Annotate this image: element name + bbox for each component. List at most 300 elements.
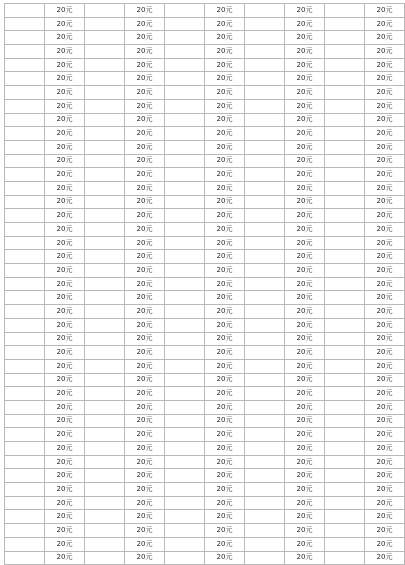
name-cell [5,524,45,538]
amount-cell: 20元 [45,195,85,209]
name-cell [5,442,45,456]
amount-cell: 20元 [365,291,405,305]
amount-cell: 20元 [285,86,325,100]
table-body [5,4,405,565]
name-cell [165,72,205,86]
name-cell [325,223,365,237]
name-cell [325,483,365,497]
table-row [5,400,405,414]
amount-cell: 20元 [125,31,165,45]
amount-cell: 20元 [205,400,245,414]
name-cell [5,318,45,332]
name-cell [165,469,205,483]
name-cell [245,277,285,291]
name-cell [5,264,45,278]
amount-cell: 20元 [45,58,85,72]
name-cell [165,414,205,428]
name-cell [245,537,285,551]
name-cell [85,168,125,182]
name-cell [245,524,285,538]
amount-cell: 20元 [365,414,405,428]
amount-cell: 20元 [365,524,405,538]
amount-cell: 20元 [285,524,325,538]
amount-cell: 20元 [285,236,325,250]
amount-cell: 20元 [45,332,85,346]
name-cell [5,45,45,59]
name-cell [85,428,125,442]
name-cell [5,140,45,154]
amount-cell: 20元 [365,45,405,59]
amount-cell: 20元 [285,45,325,59]
name-cell [85,359,125,373]
amount-cell: 20元 [45,469,85,483]
name-cell [245,291,285,305]
name-cell [325,250,365,264]
amount-cell: 20元 [205,551,245,565]
amount-cell: 20元 [125,58,165,72]
table-row [5,181,405,195]
name-cell [85,17,125,31]
name-cell [325,524,365,538]
amount-cell: 20元 [125,428,165,442]
table-row [5,86,405,100]
name-cell [325,496,365,510]
name-cell [245,373,285,387]
name-cell [85,264,125,278]
table-row [5,195,405,209]
name-cell [165,277,205,291]
amount-cell: 20元 [365,140,405,154]
name-cell [325,428,365,442]
amount-cell: 20元 [285,483,325,497]
name-cell [165,45,205,59]
name-cell [325,332,365,346]
table-row [5,4,405,18]
amount-cell: 20元 [285,154,325,168]
table-row [5,373,405,387]
name-cell [325,387,365,401]
name-amount-table [4,3,405,565]
name-cell [85,209,125,223]
amount-cell: 20元 [285,332,325,346]
name-cell [5,99,45,113]
amount-cell: 20元 [285,17,325,31]
amount-cell: 20元 [285,291,325,305]
amount-cell: 20元 [125,373,165,387]
name-cell [245,387,285,401]
name-cell [165,113,205,127]
amount-cell: 20元 [125,99,165,113]
name-cell [85,510,125,524]
table-row [5,58,405,72]
table-row [5,154,405,168]
amount-cell: 20元 [205,318,245,332]
name-cell [245,414,285,428]
name-cell [165,154,205,168]
amount-cell: 20元 [285,442,325,456]
amount-cell: 20元 [205,469,245,483]
amount-cell: 20元 [45,455,85,469]
amount-cell: 20元 [205,291,245,305]
name-cell [85,387,125,401]
amount-cell: 20元 [365,209,405,223]
amount-cell: 20元 [45,113,85,127]
name-cell [245,99,285,113]
name-cell [85,4,125,18]
amount-cell: 20元 [285,414,325,428]
name-cell [165,551,205,565]
amount-cell: 20元 [205,154,245,168]
name-cell [85,72,125,86]
name-cell [325,4,365,18]
amount-cell: 20元 [285,209,325,223]
amount-cell: 20元 [125,4,165,18]
amount-cell: 20元 [125,332,165,346]
table-row [5,305,405,319]
name-cell [245,223,285,237]
amount-cell: 20元 [125,223,165,237]
name-cell [245,496,285,510]
amount-cell: 20元 [205,537,245,551]
name-cell [325,318,365,332]
name-cell [165,4,205,18]
amount-cell: 20元 [205,181,245,195]
amount-cell: 20元 [125,195,165,209]
name-cell [165,496,205,510]
amount-cell: 20元 [125,469,165,483]
name-cell [165,127,205,141]
amount-cell: 20元 [285,373,325,387]
name-cell [5,17,45,31]
amount-cell: 20元 [365,428,405,442]
amount-cell: 20元 [45,277,85,291]
name-cell [325,346,365,360]
name-cell [85,318,125,332]
name-cell [165,346,205,360]
amount-cell: 20元 [205,72,245,86]
table-row [5,414,405,428]
amount-cell: 20元 [285,127,325,141]
name-cell [245,195,285,209]
name-cell [325,140,365,154]
amount-cell: 20元 [45,510,85,524]
amount-cell: 20元 [205,168,245,182]
name-cell [5,277,45,291]
name-cell [5,483,45,497]
name-cell [325,359,365,373]
name-cell [85,31,125,45]
table-row [5,510,405,524]
name-cell [245,45,285,59]
amount-cell: 20元 [205,387,245,401]
amount-cell: 20元 [285,72,325,86]
amount-cell: 20元 [285,346,325,360]
name-cell [85,455,125,469]
name-cell [245,428,285,442]
name-cell [325,17,365,31]
amount-cell: 20元 [205,496,245,510]
name-cell [245,86,285,100]
amount-cell: 20元 [205,17,245,31]
name-cell [165,264,205,278]
amount-cell: 20元 [285,387,325,401]
name-cell [165,181,205,195]
name-cell [245,17,285,31]
name-cell [85,496,125,510]
amount-cell: 20元 [205,209,245,223]
name-cell [165,168,205,182]
name-cell [165,483,205,497]
amount-cell: 20元 [285,264,325,278]
name-cell [325,154,365,168]
name-cell [165,332,205,346]
amount-cell: 20元 [45,524,85,538]
name-cell [165,387,205,401]
table-row [5,236,405,250]
name-cell [165,537,205,551]
name-cell [245,113,285,127]
name-cell [245,551,285,565]
name-cell [245,58,285,72]
amount-cell: 20元 [45,127,85,141]
table-row [5,72,405,86]
amount-cell: 20元 [285,168,325,182]
amount-cell: 20元 [205,4,245,18]
name-cell [245,483,285,497]
amount-cell: 20元 [45,17,85,31]
name-cell [165,195,205,209]
name-cell [85,524,125,538]
name-cell [245,31,285,45]
name-cell [85,58,125,72]
amount-cell: 20元 [285,510,325,524]
name-cell [85,346,125,360]
amount-cell: 20元 [365,483,405,497]
name-cell [5,537,45,551]
name-cell [325,264,365,278]
amount-cell: 20元 [205,127,245,141]
name-cell [325,209,365,223]
table-row [5,291,405,305]
amount-cell: 20元 [125,387,165,401]
name-cell [85,400,125,414]
amount-cell: 20元 [45,442,85,456]
name-cell [325,168,365,182]
name-cell [165,510,205,524]
amount-cell: 20元 [125,264,165,278]
name-cell [5,86,45,100]
name-cell [85,223,125,237]
name-cell [165,58,205,72]
amount-cell: 20元 [285,400,325,414]
name-cell [325,469,365,483]
name-cell [245,332,285,346]
table-row [5,442,405,456]
amount-cell: 20元 [125,359,165,373]
amount-cell: 20元 [285,58,325,72]
name-cell [5,332,45,346]
table-row [5,332,405,346]
table-row [5,428,405,442]
amount-cell: 20元 [205,414,245,428]
amount-cell: 20元 [285,223,325,237]
table-row [5,45,405,59]
amount-cell: 20元 [365,387,405,401]
amount-cell: 20元 [125,236,165,250]
amount-cell: 20元 [205,264,245,278]
amount-cell: 20元 [205,428,245,442]
name-cell [5,305,45,319]
name-cell [245,346,285,360]
name-cell [85,113,125,127]
amount-cell: 20元 [125,551,165,565]
amount-cell: 20元 [125,181,165,195]
amount-cell: 20元 [45,72,85,86]
name-cell [325,195,365,209]
table-row [5,387,405,401]
name-cell [245,510,285,524]
amount-cell: 20元 [205,524,245,538]
amount-cell: 20元 [45,291,85,305]
name-cell [5,168,45,182]
amount-cell: 20元 [205,359,245,373]
name-cell [245,236,285,250]
amount-cell: 20元 [45,99,85,113]
name-cell [325,58,365,72]
name-cell [245,181,285,195]
name-cell [5,250,45,264]
amount-cell: 20元 [205,332,245,346]
amount-cell: 20元 [365,58,405,72]
amount-cell: 20元 [365,277,405,291]
amount-cell: 20元 [45,373,85,387]
amount-cell: 20元 [285,359,325,373]
amount-cell: 20元 [45,400,85,414]
amount-cell: 20元 [125,483,165,497]
name-cell [325,537,365,551]
amount-cell: 20元 [45,305,85,319]
name-cell [245,318,285,332]
amount-cell: 20元 [365,551,405,565]
amount-cell: 20元 [205,277,245,291]
amount-cell: 20元 [365,455,405,469]
amount-cell: 20元 [365,31,405,45]
amount-cell: 20元 [285,250,325,264]
table-row [5,99,405,113]
name-cell [5,455,45,469]
amount-cell: 20元 [45,537,85,551]
amount-cell: 20元 [365,346,405,360]
table-row [5,551,405,565]
table-row [5,277,405,291]
amount-cell: 20元 [45,154,85,168]
name-cell [85,414,125,428]
amount-cell: 20元 [125,414,165,428]
amount-cell: 20元 [365,442,405,456]
name-cell [5,291,45,305]
name-cell [245,168,285,182]
amount-cell: 20元 [45,359,85,373]
name-cell [85,86,125,100]
amount-cell: 20元 [365,168,405,182]
name-cell [85,373,125,387]
amount-cell: 20元 [365,250,405,264]
amount-cell: 20元 [205,99,245,113]
table-row [5,168,405,182]
amount-cell: 20元 [125,524,165,538]
name-cell [85,483,125,497]
amount-cell: 20元 [125,346,165,360]
amount-cell: 20元 [125,442,165,456]
name-cell [325,31,365,45]
name-cell [245,209,285,223]
name-cell [165,359,205,373]
amount-cell: 20元 [205,510,245,524]
table-row [5,140,405,154]
amount-cell: 20元 [365,318,405,332]
table-row [5,17,405,31]
name-cell [245,127,285,141]
amount-cell: 20元 [45,346,85,360]
name-cell [85,45,125,59]
amount-cell: 20元 [285,428,325,442]
table-row [5,455,405,469]
name-cell [5,236,45,250]
name-cell [325,86,365,100]
amount-cell: 20元 [365,113,405,127]
name-cell [5,387,45,401]
table-row [5,537,405,551]
amount-cell: 20元 [285,469,325,483]
amount-cell: 20元 [205,483,245,497]
name-cell [5,551,45,565]
name-cell [165,524,205,538]
amount-cell: 20元 [45,496,85,510]
name-cell [5,127,45,141]
name-cell [325,291,365,305]
amount-cell: 20元 [365,373,405,387]
amount-cell: 20元 [45,483,85,497]
table-row [5,524,405,538]
name-cell [245,72,285,86]
amount-cell: 20元 [45,264,85,278]
amount-cell: 20元 [125,72,165,86]
amount-cell: 20元 [285,318,325,332]
amount-cell: 20元 [205,305,245,319]
name-cell [245,469,285,483]
amount-cell: 20元 [45,387,85,401]
amount-cell: 20元 [45,551,85,565]
table-row [5,346,405,360]
name-cell [5,154,45,168]
name-cell [165,455,205,469]
amount-cell: 20元 [125,127,165,141]
name-cell [165,31,205,45]
name-cell [5,195,45,209]
table-row [5,250,405,264]
name-cell [245,140,285,154]
amount-cell: 20元 [125,510,165,524]
amount-cell: 20元 [45,318,85,332]
amount-cell: 20元 [125,45,165,59]
amount-cell: 20元 [125,209,165,223]
amount-cell: 20元 [125,113,165,127]
amount-cell: 20元 [45,223,85,237]
name-cell [5,31,45,45]
amount-cell: 20元 [125,168,165,182]
amount-cell: 20元 [125,17,165,31]
name-cell [165,373,205,387]
